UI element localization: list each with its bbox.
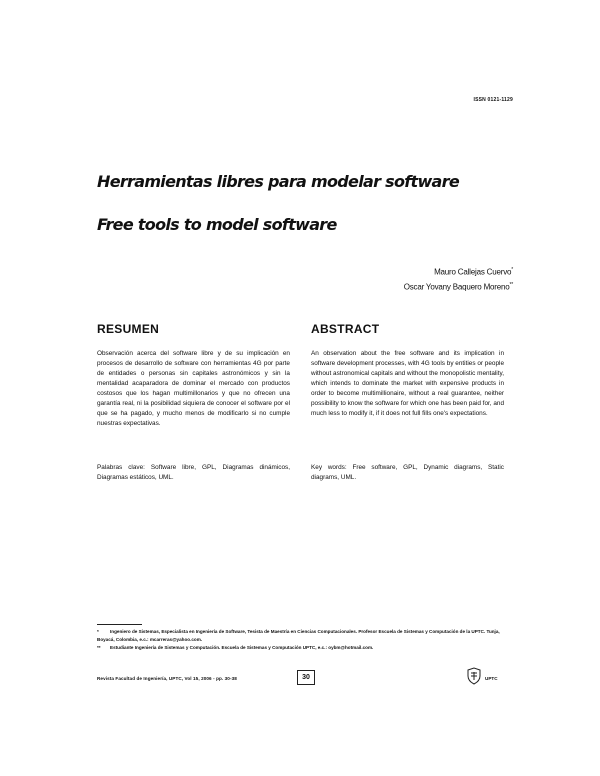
footnote-2 [97, 644, 515, 652]
page-number: 30 [297, 670, 315, 685]
footnote-text: Ingeniero de Sistemas, Especialista en Ingeniería de Software, Tesista de Maestría en Ciencias Computacionales. Profesor Escuela de Sistemas y Computación de la UPTC. Tunja, Boyacá, Colombia, e.c.: mcarreras@yahoo.com. [97, 629, 500, 642]
author-1 [434, 267, 513, 277]
footnote-mark: * [97, 629, 99, 634]
author-mark: ** [509, 282, 513, 288]
resumen-body: Observación acerca del software libre y de su implicación en procesos de desarrollo de software con herramientas 4G por parte de entidades o personas sin capitales astronómicos y sin la mentalidad acaparadora de dominar el mercado con productos costosos que los hagan multimillonarios y que no ofrecen una garantía real, ni la posibilidad siquiera de conocer el software por el que se ha pagado, y mucho menos de modificarlo si no cumple nuestras expectativas. [97, 350, 290, 427]
title-spanish: Herramientas libres para modelar software [97, 172, 459, 191]
issn-label: ISSN 0121-1129 [473, 97, 513, 103]
author-name: Oscar Yovany Baquero Moreno [403, 282, 510, 292]
footnote-text: Estudiante Ingeniería de Sistemas y Computación. Escuela de Sistemas y Computación UPTC, e.c.: oybm@hotmail.com. [110, 645, 374, 650]
footnote-1 [97, 628, 515, 644]
footnote-mark: ** [97, 645, 101, 650]
footer-journal: Revista Facultad de Ingeniería, UPTC, Vol 15, 2006 - pp. 30-38 [97, 676, 237, 681]
footnote-divider [97, 624, 142, 625]
resumen-keywords: Palabras clave: Software libre, GPL, Diagramas dinámicos, Diagramas estáticos, UML. [97, 464, 290, 481]
university-shield-icon [465, 667, 483, 685]
abstract-heading: ABSTRACT [311, 322, 380, 336]
author-name: Mauro Callejas Cuervo [434, 267, 512, 277]
resumen-heading: RESUMEN [97, 322, 160, 336]
title-english: Free tools to model software [97, 215, 337, 234]
author-mark: * [511, 267, 513, 273]
author-2 [404, 282, 513, 292]
abstract-keywords: Key words: Free software, GPL, Dynamic diagrams, Static diagrams, UML. [311, 464, 504, 481]
logo-text: UPTC [485, 676, 498, 681]
abstract-body: An observation about the free software and its implication in software development processes, with 4G tools by entities or people without astronomical capitals and without the monopolistic mentality, which intends to dominate the market with expensive products in order to become multimillionaire, without a real guarantee, neither possibility to know the software for which one has been paid for, and much less to modify it, if it does not full fills one's expectations. [311, 350, 504, 417]
